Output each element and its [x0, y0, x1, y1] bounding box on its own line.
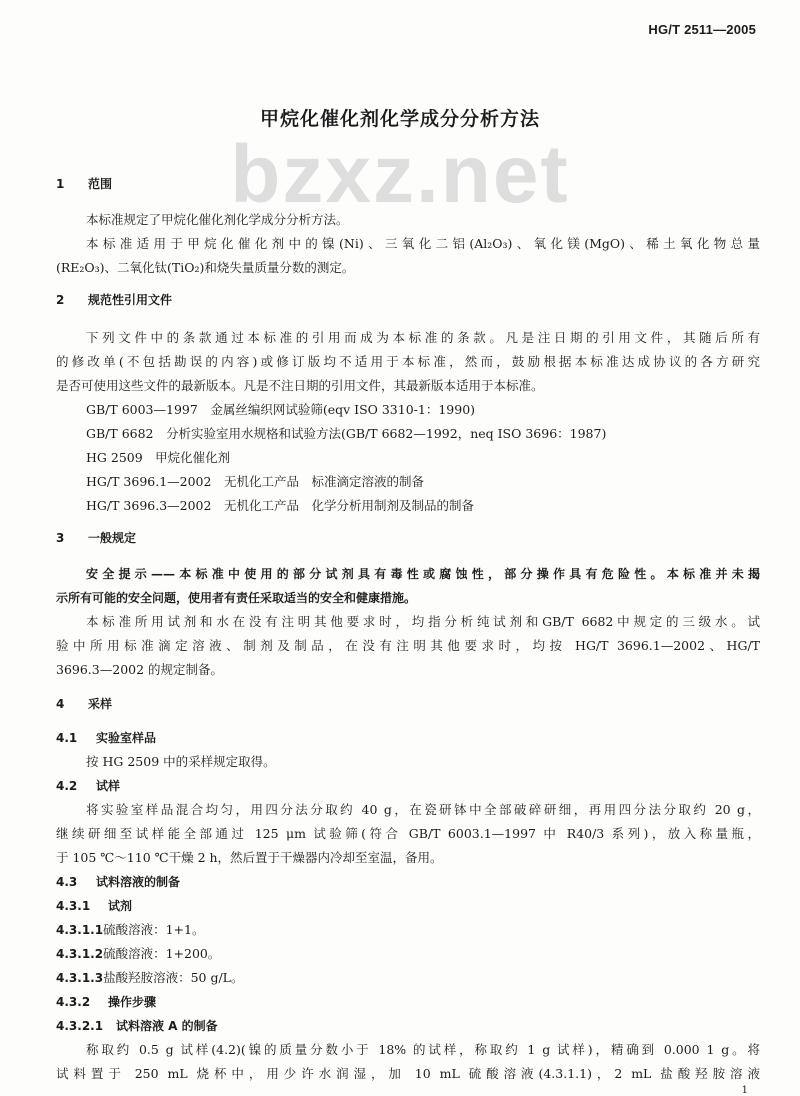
- section-number: 4.3.1: [56, 899, 91, 913]
- section-number: 4.1: [56, 731, 78, 745]
- reference-item: GB/T 6003—1997 金属丝编织网试验筛(eqv ISO 3310-1：1990): [86, 402, 476, 417]
- document-title: 甲烷化催化剂化学成分分析方法: [259, 108, 540, 130]
- reagent-item: [56, 970, 760, 986]
- section-title: 操作步骤: [108, 995, 157, 1009]
- section-heading-3: [56, 530, 760, 546]
- paragraph-line: 继续研细至试样能全部通过 125 μm 试验筛(符合 GB/T 6003.1—1997 中 R40/3 系列)，放入称量瓶，: [56, 826, 760, 841]
- paragraph-line: 将实验室样品混合均匀，用四分法分取约 40 g，在瓷研钵中全部破碎研细，再用四分法分取约 20 g，: [86, 802, 760, 817]
- paragraph-line: 3696.3—2002 的规定制备。: [56, 662, 224, 677]
- section-heading-4: [56, 696, 760, 712]
- standard-number: HG/T 2511—2005: [648, 22, 756, 37]
- section-title: 试料溶液 A 的制备: [116, 1019, 218, 1033]
- subsection-heading-4-2: [56, 778, 760, 794]
- item-text: 硫酸溶液：1+1。: [103, 922, 205, 937]
- section-title: 采样: [88, 697, 113, 711]
- paragraph-line: 称取约 0.5 g 试样(4.2)(镍的质量分数小于 18% 的试样，称取约 1 g 试样)，精确到 0.000 1 g。将: [86, 1042, 760, 1057]
- paragraph-line: 于 105 ℃～110 ℃干燥 2 h，然后置于干燥器内冷却至室温，备用。: [56, 850, 443, 865]
- section-number: 4.3.2.1: [56, 1019, 104, 1033]
- safety-notice: 安全提示——本标准中使用的部分试剂具有毒性或腐蚀性，部分操作具有危险性。本标准并未揭: [86, 567, 760, 581]
- watermark: bzxz.net: [230, 129, 570, 220]
- section-heading-2: [56, 292, 760, 308]
- item-number: 4.3.1.1: [56, 923, 104, 937]
- section-number: 4.3: [56, 875, 78, 889]
- paragraph-line: 下列文件中的条款通过本标准的引用而成为本标准的条款。凡是注日期的引用文件，其随后所有: [86, 330, 760, 345]
- section-title: 实验室样品: [96, 731, 157, 745]
- subsection-heading-4-3: [56, 874, 760, 890]
- paragraph-line: 验中所用标准滴定溶液、制剂及制品，在没有注明其他要求时，均按 HG/T 3696.1—2002、HG/T: [56, 638, 760, 653]
- paragraph-line: 的修改单(不包括勘误的内容)或修订版均不适用于本标准，然而，鼓励根据本标准达成协议的各方研究: [56, 354, 760, 369]
- safety-notice: 示所有可能的安全问题，使用者有责任采取适当的安全和健康措施。: [56, 591, 417, 605]
- item-text: 硫酸溶液：1+200。: [103, 946, 221, 961]
- section-title: 一般规定: [88, 531, 137, 545]
- reference-item: HG 2509 甲烷化催化剂: [86, 450, 231, 465]
- section-title: 范围: [88, 177, 113, 191]
- page-number: 1: [741, 1085, 748, 1096]
- section-number: 4: [56, 697, 65, 711]
- section-number: 1: [56, 177, 65, 191]
- subsection-heading-4-3-2: [56, 994, 760, 1010]
- section-number: 2: [56, 293, 65, 307]
- paragraph-line: 本标准规定了甲烷化催化剂化学成分分析方法。: [86, 212, 349, 227]
- subsection-heading-4-1: [56, 730, 760, 746]
- subsection-heading-4-3-2-1: [56, 1018, 760, 1034]
- paragraph-line: 本标准适用于甲烷化催化剂中的镍(Ni)、三氧化二铝(Al₂O₃)、氧化镁(MgO)、稀土氧化物总量: [86, 236, 760, 251]
- reagent-item: [56, 922, 760, 938]
- section-heading-1: [56, 176, 760, 192]
- paragraph-line: 试料置于 250 mL 烧杯中，用少许水润湿，加 10 mL 硫酸溶液(4.3.1.1)，2 mL 盐酸羟胺溶液: [56, 1066, 760, 1081]
- reference-item: GB/T 6682 分析实验室用水规格和试验方法(GB/T 6682—1992，neq ISO 3696：1987): [86, 426, 607, 441]
- section-number: 4.2: [56, 779, 78, 793]
- item-number: 4.3.1.2: [56, 947, 104, 961]
- section-number: 3: [56, 531, 65, 545]
- section-title: 试剂: [108, 899, 133, 913]
- reagent-item: [56, 946, 760, 962]
- item-text: 盐酸羟胺溶液：50 g/L。: [103, 970, 244, 985]
- reference-item: HG/T 3696.3—2002 无机化工产品 化学分析用制剂及制品的制备: [86, 498, 474, 513]
- item-number: 4.3.1.3: [56, 971, 104, 985]
- section-title: 规范性引用文件: [88, 293, 173, 307]
- paragraph-line: 本标准所用试剂和水在没有注明其他要求时，均指分析纯试剂和GB/T 6682中规定的三级水。试: [86, 614, 760, 629]
- section-title: 试料溶液的制备: [96, 875, 181, 889]
- subsection-heading-4-3-1: [56, 898, 760, 914]
- section-number: 4.3.2: [56, 995, 91, 1009]
- reference-item: HG/T 3696.1—2002 无机化工产品 标准滴定溶液的制备: [86, 474, 424, 489]
- paragraph-line: (RE₂O₃)、二氧化钛(TiO₂)和烧失量质量分数的测定。: [56, 260, 355, 275]
- section-title: 试样: [96, 779, 121, 793]
- paragraph-line: 按 HG 2509 中的采样规定取得。: [86, 754, 276, 769]
- paragraph-line: 是否可使用这些文件的最新版本。凡是不注日期的引用文件，其最新版本适用于本标准。: [56, 378, 544, 393]
